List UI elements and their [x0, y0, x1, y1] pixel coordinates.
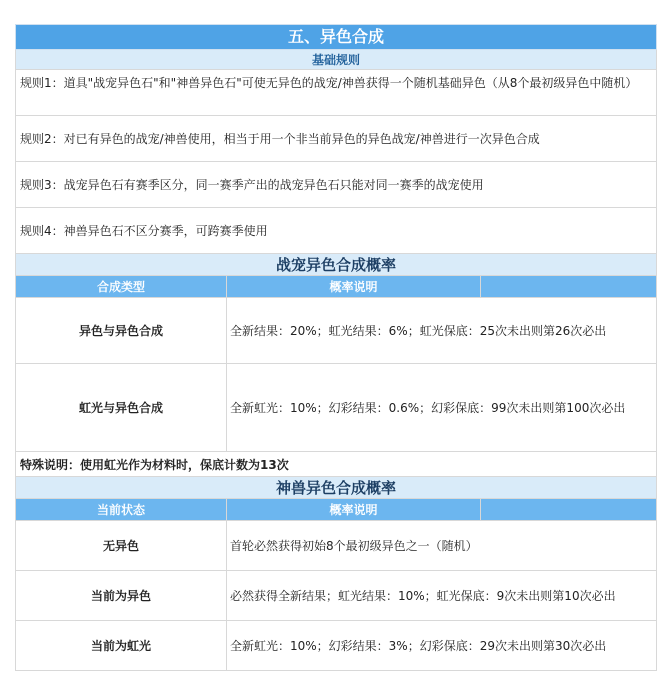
pet-col-type: 合成类型 [16, 276, 227, 297]
beast-table-title: 神兽异色合成概率 [15, 477, 657, 499]
pet-row-1-type: 异色与异色合成 [16, 298, 227, 363]
table-row [15, 521, 657, 571]
pet-row-2-desc: 全新虹光：10%；幻彩结果：0.6%；幻彩保底：99次未出则第100次必出 [230, 401, 626, 415]
beast-col-desc: 概率说明 [227, 499, 481, 520]
rules-header: 基础规则 [15, 50, 657, 70]
pet-table-header [15, 276, 657, 298]
beast-row-1-desc: 首轮必然获得初始8个最初级异色之一（随机） [230, 539, 478, 553]
pet-special-note: 特殊说明：使用虹光作为材料时，保底计数为13次 [15, 452, 657, 477]
beast-row-1-state: 无异色 [16, 521, 227, 570]
pet-row-2-type: 虹光与异色合成 [16, 364, 227, 451]
table-row [15, 364, 657, 452]
beast-row-3-state: 当前为虹光 [16, 621, 227, 670]
rule-3-text: 规则3：战宠异色石有赛季区分，同一赛季产出的战宠异色石只能对同一赛季的战宠使用 [20, 177, 484, 192]
pet-col-desc: 概率说明 [227, 276, 481, 297]
beast-col-empty [481, 499, 656, 520]
pet-row-1-desc: 全新结果：20%；虹光结果：6%；虹光保底：25次未出则第26次必出 [230, 324, 607, 338]
section-title: 五、异色合成 [15, 24, 657, 50]
pet-table-title: 战宠异色合成概率 [15, 254, 657, 276]
pet-col-empty [481, 276, 656, 297]
rule-4 [15, 208, 657, 254]
rule-4-text: 规则4：神兽异色石不区分赛季，可跨赛季使用 [20, 223, 268, 238]
table-row [15, 571, 657, 621]
table-row [15, 298, 657, 364]
rule-1 [15, 70, 657, 116]
rule-1-text: 规则1：道具"战宠异色石"和"神兽异色石"可使无异色的战宠/神兽获得一个随机基础异色（从8个最初级异色中随机） [20, 76, 638, 90]
beast-col-state: 当前状态 [16, 499, 227, 520]
beast-table-header [15, 499, 657, 521]
rule-2 [15, 116, 657, 162]
beast-row-2-desc: 必然获得全新结果；虹光结果：10%；虹光保底：9次未出则第10次必出 [230, 589, 616, 603]
rule-3 [15, 162, 657, 208]
table-row [15, 621, 657, 671]
beast-row-2-state: 当前为异色 [16, 571, 227, 620]
beast-row-3-desc: 全新虹光：10%；幻彩结果：3%；幻彩保底：29次未出则第30次必出 [230, 639, 607, 653]
synthesis-document [15, 24, 657, 671]
rule-2-text: 规则2：对已有异色的战宠/神兽使用，相当于用一个非当前异色的异色战宠/神兽进行一次异色合成 [20, 131, 540, 146]
